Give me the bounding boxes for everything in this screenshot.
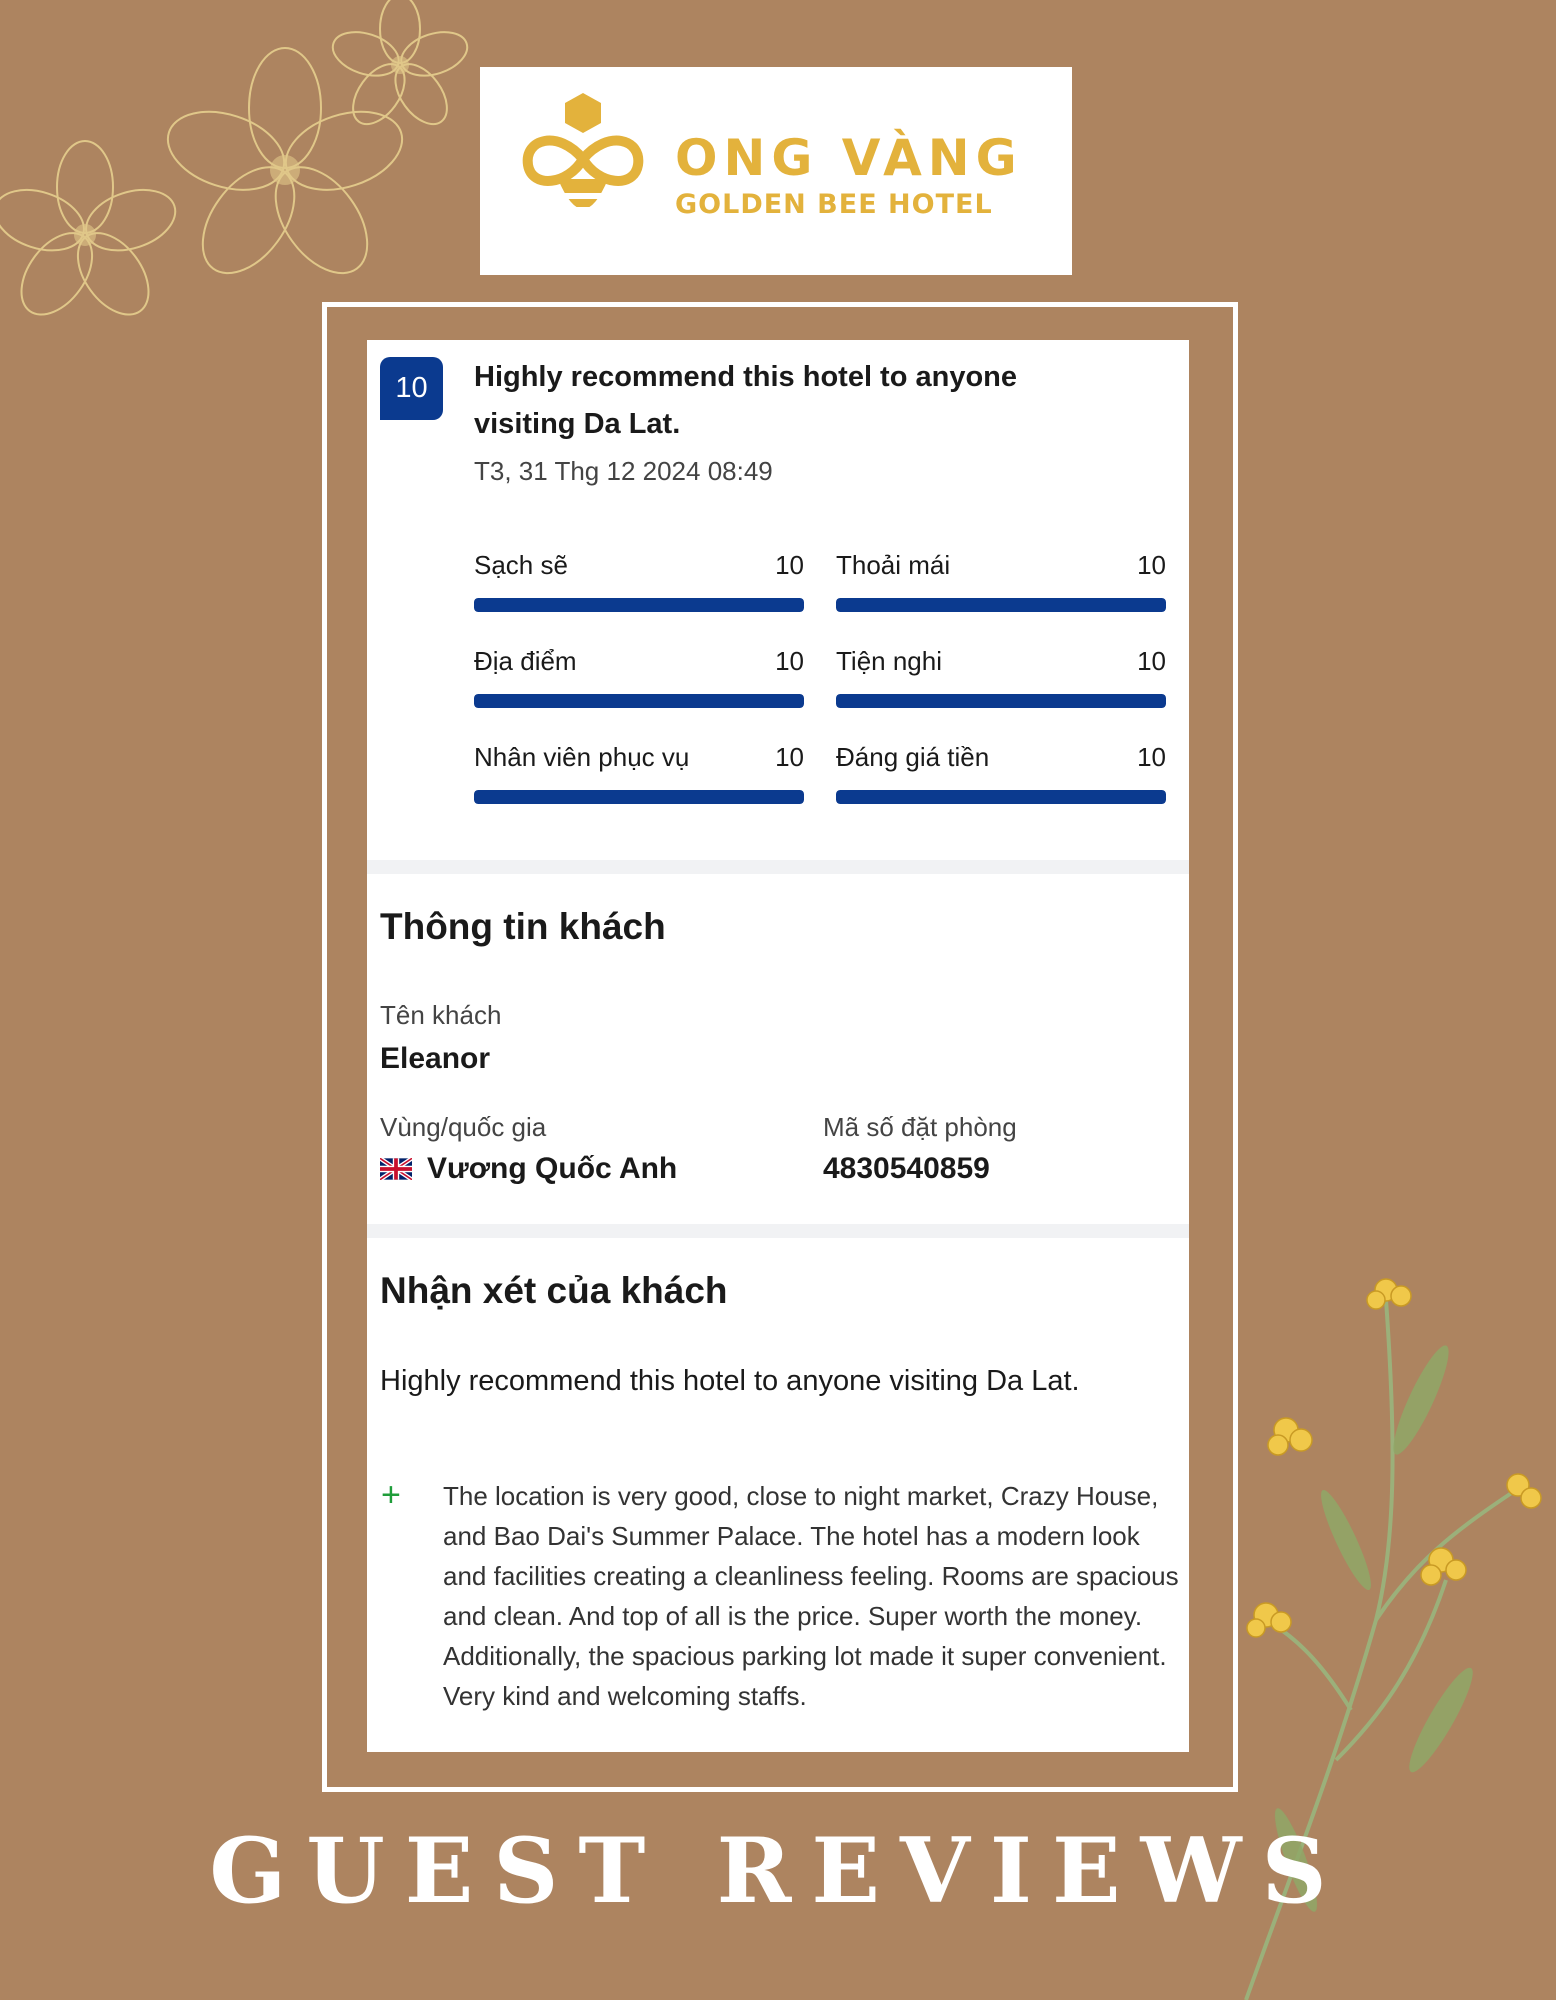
uk-flag-icon <box>380 1158 412 1180</box>
subscore-fill <box>474 694 804 708</box>
subscore-fill <box>474 598 804 612</box>
subscore-item <box>474 550 804 616</box>
subscore-item <box>836 550 1166 616</box>
review-card <box>367 340 1189 1752</box>
subscore-grid <box>474 550 1168 808</box>
booking-number: 4830540859 <box>823 1152 990 1185</box>
subscore-item <box>836 742 1166 808</box>
review-title: Highly recommend this hotel to anyone visiting Da Lat. <box>474 361 1018 440</box>
subscore-value: 10 <box>1137 550 1166 580</box>
positive-comment: The location is very good, close to night market, Crazy House, and Bao Dai's Summer Palace. The hotel has a modern look and facilities creating a cleanliness feeling. Rooms are spacious and clean. And top of all is the price. Super worth the money. Additionally, the spacious parking lot made it super convenient. Very kind and welcoming staffs. <box>443 1481 1179 1711</box>
subscore-label: Tiện nghi <box>836 646 942 676</box>
page-footer-title: GUEST REVIEWS <box>209 1818 1347 1924</box>
subscore-fill <box>836 790 1166 804</box>
section-divider <box>367 860 1189 874</box>
country-label: Vùng/quốc gia <box>380 1112 547 1142</box>
subscore-fill <box>474 790 804 804</box>
guest-comment-heading: Nhận xét của khách <box>380 1270 728 1311</box>
score-badge: 10 <box>380 357 443 420</box>
subscore-fill <box>836 598 1166 612</box>
hotel-subtitle: GOLDEN BEE HOTEL <box>675 189 993 220</box>
subscore-item <box>836 646 1166 712</box>
guest-name-label: Tên khách <box>380 1000 502 1030</box>
subscore-item <box>474 646 804 712</box>
hotel-name: ONG VÀNG <box>675 129 1023 187</box>
hotel-logo <box>480 67 1072 275</box>
subscore-item <box>474 742 804 808</box>
guest-info-heading: Thông tin khách <box>380 906 666 947</box>
subscore-bar <box>474 694 804 708</box>
subscore-bar <box>836 694 1166 708</box>
subscore-label: Đáng giá tiền <box>836 742 990 772</box>
subscore-bar <box>474 598 804 612</box>
comment-headline: Highly recommend this hotel to anyone visiting Da Lat. <box>380 1365 1080 1397</box>
subscore-label: Thoải mái <box>836 550 951 580</box>
subscore-label: Nhân viên phục vụ <box>474 742 690 772</box>
guest-country: Vương Quốc Anh <box>427 1152 678 1185</box>
subscore-bar <box>836 598 1166 612</box>
subscore-value: 10 <box>775 646 804 676</box>
subscore-value: 10 <box>1137 646 1166 676</box>
subscore-fill <box>836 694 1166 708</box>
subscore-value: 10 <box>775 550 804 580</box>
subscore-value: 10 <box>775 742 804 772</box>
review-date: T3, 31 Thg 12 2024 08:49 <box>474 456 773 486</box>
subscore-value: 10 <box>1137 742 1166 772</box>
subscore-bar <box>836 790 1166 804</box>
flower-decoration <box>0 0 480 350</box>
bee-icon <box>518 89 648 239</box>
subscore-label: Sạch sẽ <box>474 550 568 580</box>
guest-name: Eleanor <box>380 1042 491 1075</box>
subscore-bar <box>474 790 804 804</box>
plus-icon: + <box>381 1476 401 1514</box>
booking-number-label: Mã số đặt phòng <box>823 1112 1017 1142</box>
subscore-label: Địa điểm <box>474 646 577 676</box>
section-divider <box>367 1224 1189 1238</box>
